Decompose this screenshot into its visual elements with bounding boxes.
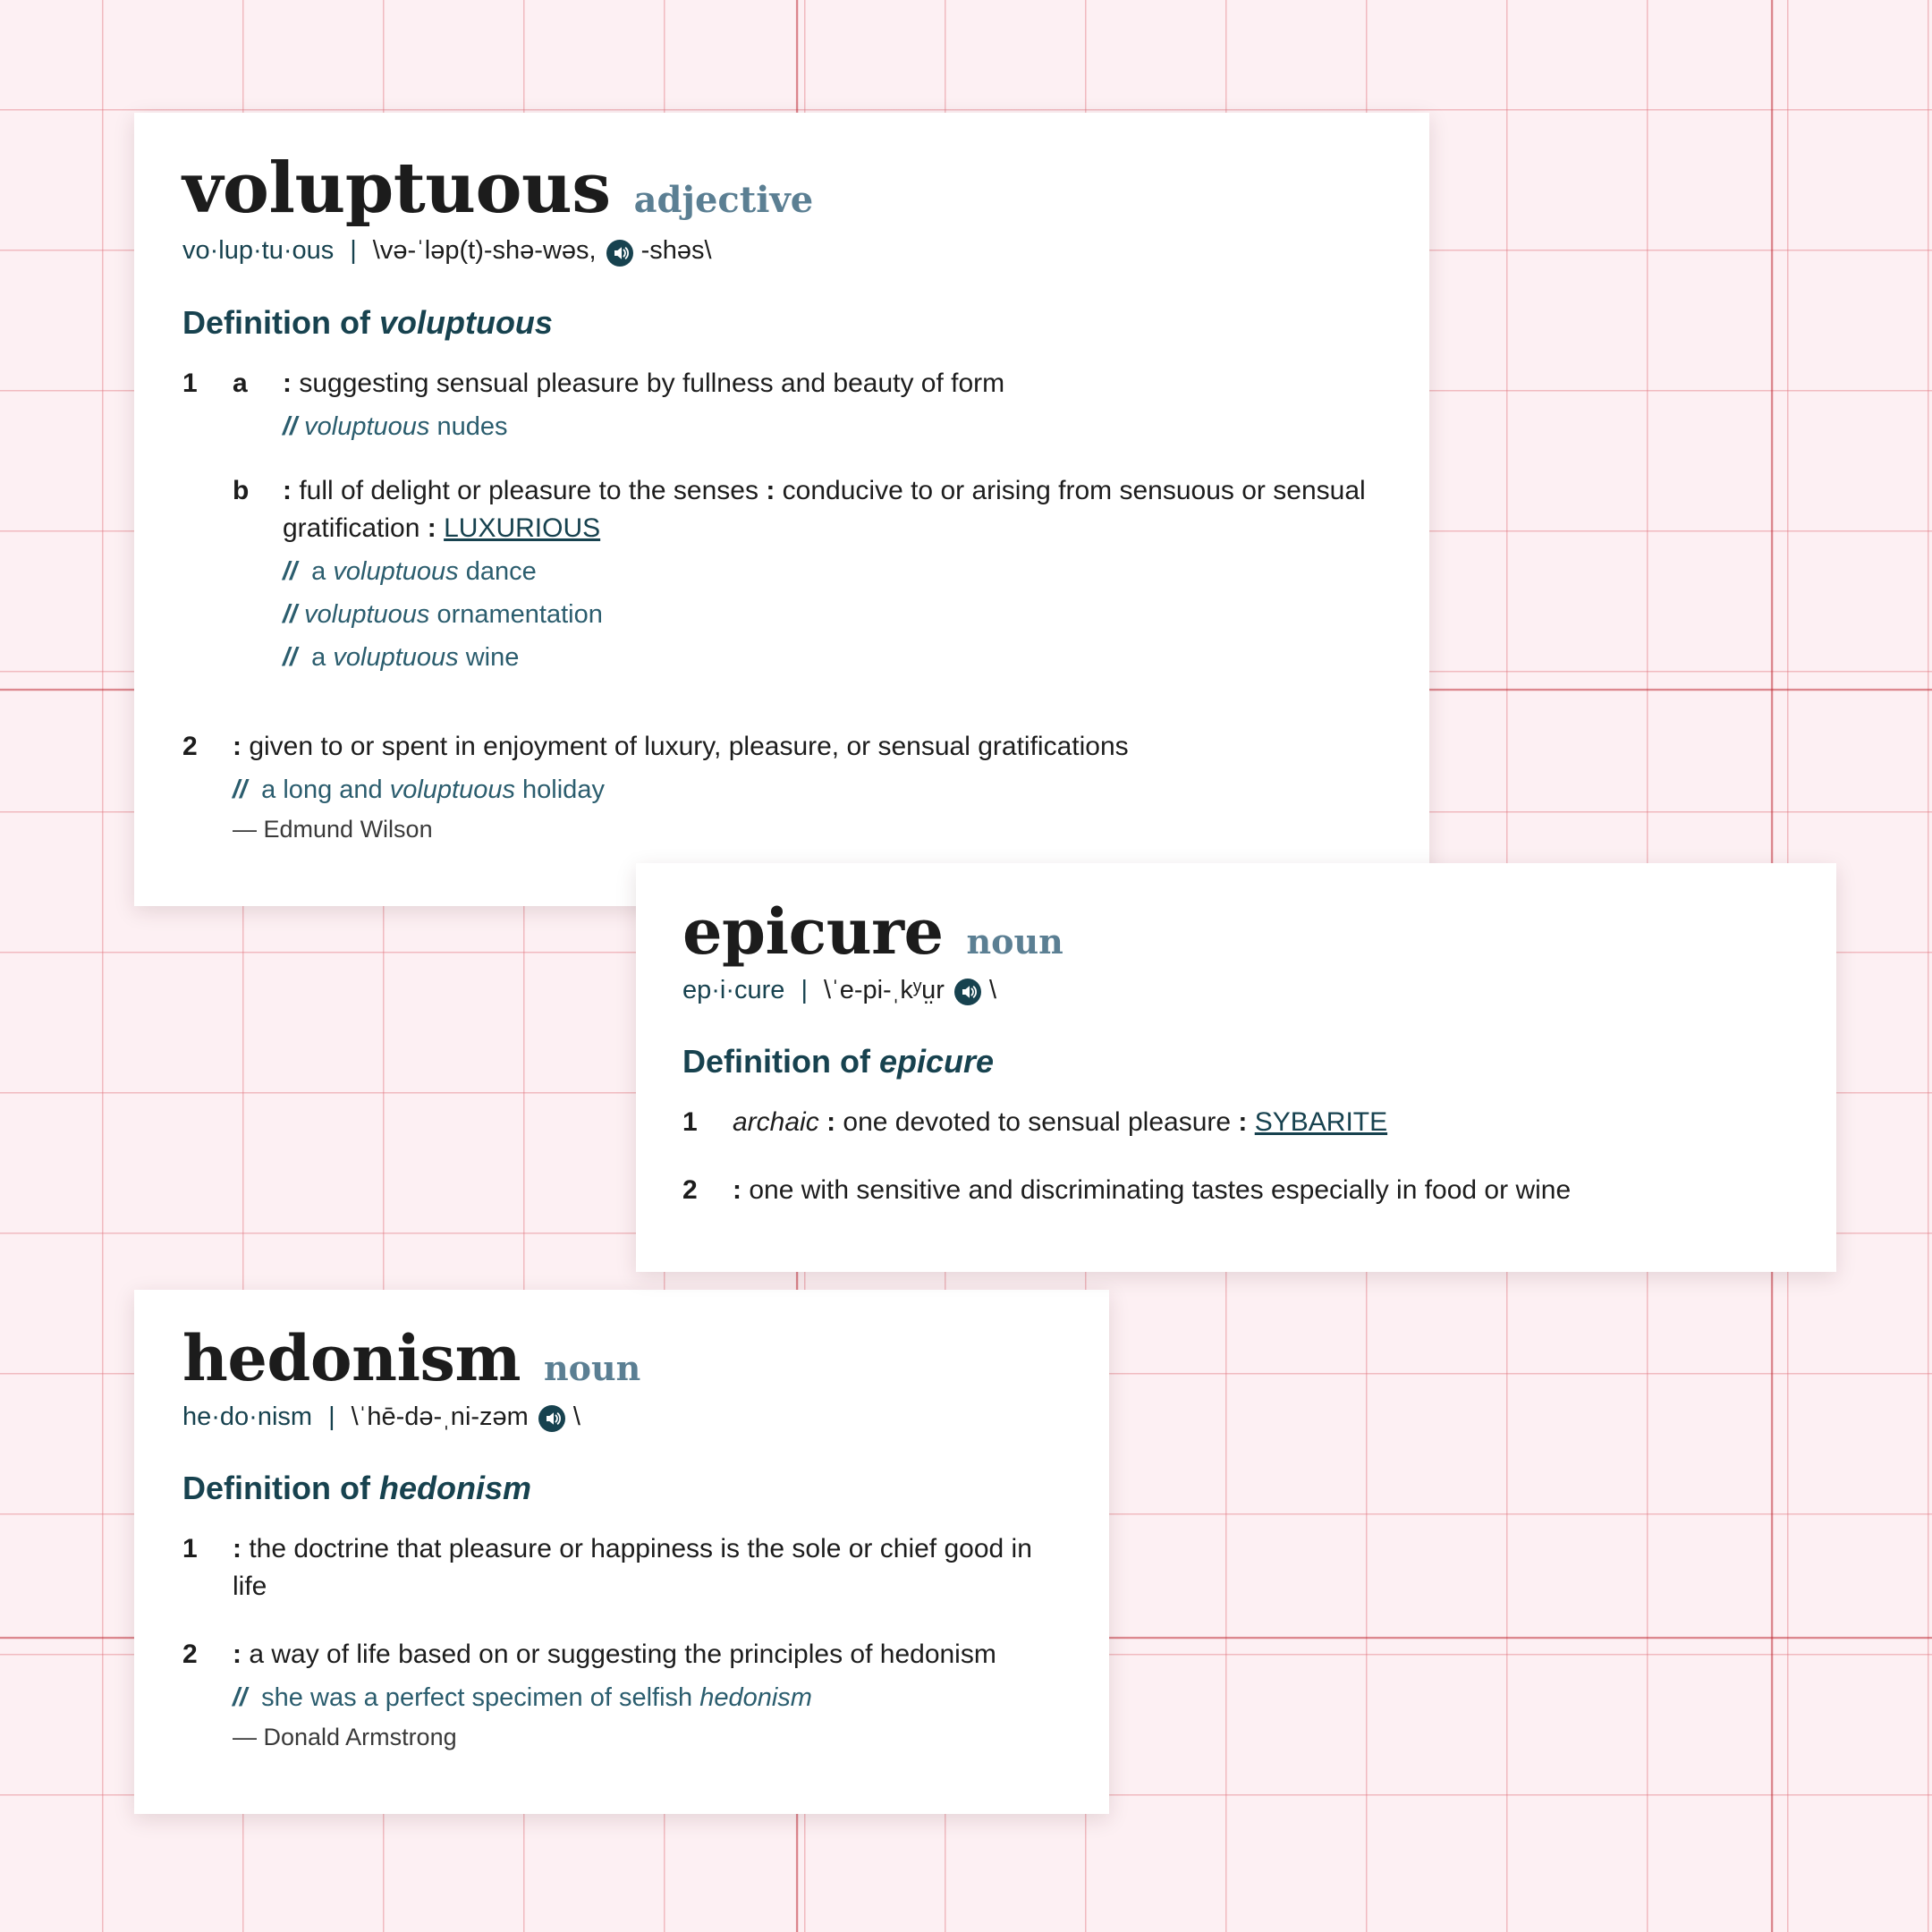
definition-colon: :: [233, 731, 242, 761]
pronunciation-separator: |: [350, 235, 357, 265]
example-post: dance: [458, 556, 537, 586]
cross-reference-link[interactable]: LUXURIOUS: [444, 513, 601, 543]
pronunciation-text: \və-ˈləp(t)-shə-wəs,: [372, 235, 597, 265]
example-pre: a long and: [254, 775, 390, 804]
dictionary-card-voluptuous: [134, 113, 1429, 906]
example-headword: voluptuous: [389, 775, 515, 804]
definition-heading-prefix: Definition of: [682, 1043, 879, 1080]
definition-colon: :: [283, 368, 292, 398]
syllabification: he·do·nism: [182, 1402, 313, 1431]
example-sentence: [233, 1679, 1063, 1716]
entry-headline: [682, 894, 1790, 969]
sense-entry: [182, 728, 1379, 843]
definition-text: [233, 728, 1379, 766]
part-of-speech: noun: [966, 921, 1063, 962]
example-headword: voluptuous: [333, 556, 459, 586]
sense-entry: [182, 365, 1379, 698]
pronunciation-text: \ˈhē-də-ˌni-zəm: [351, 1402, 529, 1431]
dictionary-card-epicure: [636, 863, 1836, 1272]
speaker-icon[interactable]: [538, 1404, 566, 1433]
definition-body: one with sensitive and discriminating tastes especially in food or wine: [741, 1175, 1572, 1206]
example-pre: a: [304, 642, 334, 672]
definition-body: a way of life based on or suggesting the principles of hedonism: [242, 1640, 996, 1670]
definition-body: one devoted to sensual pleasure: [835, 1107, 1239, 1138]
definition-body-2: conducive to or arising from sensuous or sensual gratification: [283, 475, 1366, 543]
definition-body: the doctrine that pleasure or happiness is the sole or chief good in life: [233, 1534, 1032, 1602]
example-attribution: — Donald Armstrong: [233, 1724, 457, 1751]
part-of-speech: adjective: [633, 179, 814, 221]
entry-headline: [182, 1321, 1063, 1395]
example-headword: hedonism: [699, 1683, 812, 1713]
example-attribution: — Edmund Wilson: [233, 815, 433, 843]
subsense-letter: b: [233, 475, 250, 505]
definition-heading: [682, 1043, 1790, 1080]
example-pre: a: [304, 556, 334, 586]
pronunciation-variant: \: [988, 975, 997, 1004]
sense-entry: [682, 1172, 1790, 1209]
definition-colon: :: [733, 1175, 741, 1206]
example-marker: //: [233, 1683, 248, 1713]
speaker-icon[interactable]: [953, 978, 982, 1006]
example-pre: she was a perfect specimen of selfish: [254, 1683, 700, 1713]
subsense-entry: [233, 472, 1379, 676]
usage-label: archaic: [733, 1107, 819, 1138]
example-headword: voluptuous: [304, 599, 430, 629]
syllabification: vo·lup·tu·ous: [182, 235, 335, 265]
entry-headline: [182, 148, 1379, 229]
example-marker: //: [283, 599, 298, 629]
sense-number: 1: [682, 1107, 698, 1138]
definition-heading-prefix: Definition of: [182, 1470, 379, 1507]
sense-number: 2: [182, 1640, 198, 1670]
pronunciation-row: [682, 974, 1790, 1008]
subsense-entry: [233, 365, 1379, 445]
definition-heading-word: epicure: [878, 1043, 995, 1080]
example-marker: //: [283, 556, 298, 586]
definition-colon-3: :: [427, 513, 436, 543]
definition-text: [733, 1172, 1790, 1209]
definition-heading: [182, 304, 1379, 342]
example-sentence: [283, 553, 1379, 590]
subsense-letter: a: [233, 368, 248, 398]
example-marker: //: [283, 642, 298, 672]
dictionary-card-hedonism: [134, 1290, 1109, 1814]
definition-heading-word: hedonism: [378, 1470, 531, 1507]
sense-entry: [182, 1636, 1063, 1751]
definition-text: [283, 365, 1379, 402]
cross-reference-link[interactable]: SYBARITE: [1254, 1107, 1388, 1138]
example-marker: //: [283, 411, 298, 441]
pronunciation-text: \ˈe-pi-ˌkʸṳr: [823, 975, 945, 1004]
example-sentence: [283, 596, 1379, 633]
entry-word: hedonism: [182, 1321, 521, 1395]
definition-colon-2: :: [766, 475, 775, 505]
speaker-icon[interactable]: [606, 239, 634, 267]
definition-colon: :: [233, 1640, 242, 1670]
example-sentence: [283, 639, 1379, 676]
example-headword: voluptuous: [333, 642, 459, 672]
sense-number: 2: [182, 731, 198, 761]
entry-word: voluptuous: [182, 148, 611, 229]
sense-number: 2: [682, 1175, 698, 1206]
sense-number: 1: [182, 368, 198, 398]
definition-heading-prefix: Definition of: [182, 303, 379, 341]
definition-heading-word: voluptuous: [378, 303, 553, 341]
definition-colon: :: [826, 1107, 836, 1138]
pronunciation-separator: |: [801, 975, 808, 1004]
definition-text: [233, 1636, 1063, 1674]
pronunciation-separator: |: [328, 1402, 335, 1431]
definition-text: [283, 472, 1379, 547]
sense-entry: [182, 1530, 1063, 1606]
pronunciation-row: [182, 234, 1379, 268]
entry-word: epicure: [682, 894, 944, 969]
sense-number: 1: [182, 1534, 198, 1564]
definition-body: full of delight or pleasure to the senses: [292, 475, 767, 505]
example-post: ornamentation: [429, 599, 603, 629]
pronunciation-row: [182, 1401, 1063, 1435]
example-sentence: [233, 771, 1379, 809]
example-headword: voluptuous: [304, 411, 430, 441]
sense-entry: [682, 1104, 1790, 1141]
example-post: nudes: [429, 411, 508, 441]
example-sentence: [283, 408, 1379, 445]
part-of-speech: noun: [544, 1348, 641, 1388]
pronunciation-variant: \: [572, 1402, 580, 1431]
definition-colon: :: [233, 1534, 242, 1564]
example-post: wine: [458, 642, 520, 672]
syllabification: ep·i·cure: [682, 975, 785, 1004]
definition-body: given to or spent in enjoyment of luxury, pleasure, or sensual gratifications: [242, 731, 1129, 761]
example-post: holiday: [514, 775, 605, 804]
definition-body: suggesting sensual pleasure by fullness and beauty of form: [292, 368, 1005, 398]
pronunciation-variant: -shəs\: [640, 235, 712, 265]
example-marker: //: [233, 775, 248, 804]
definition-colon-2: :: [1238, 1107, 1248, 1138]
definition-text: [733, 1104, 1790, 1141]
definition-heading: [182, 1470, 1063, 1507]
definition-colon: :: [283, 475, 292, 505]
definition-text: [233, 1530, 1063, 1606]
